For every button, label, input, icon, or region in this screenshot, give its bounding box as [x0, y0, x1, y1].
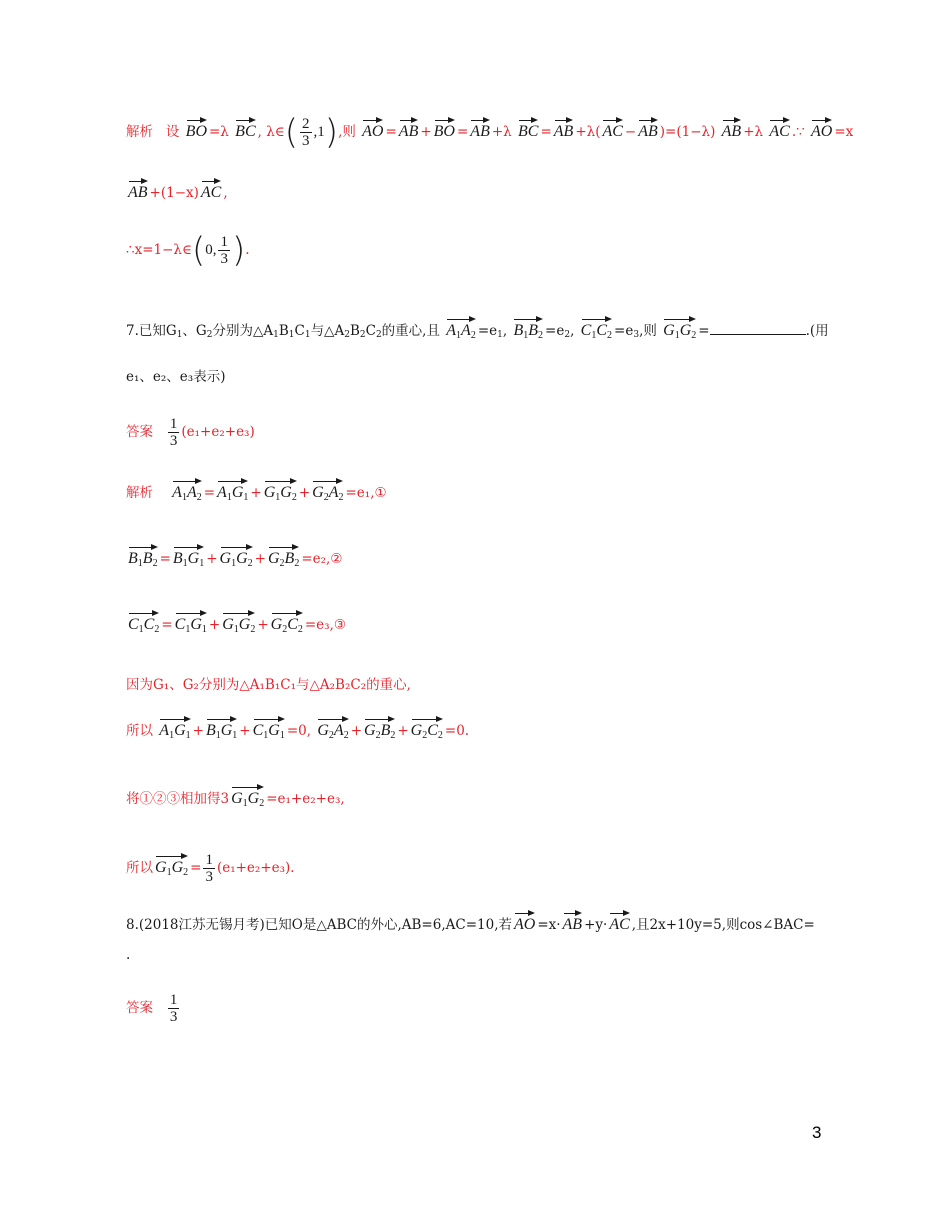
vector-ac: AC [602, 117, 622, 140]
vector-c1c2: $C_1C_2$ [581, 316, 612, 344]
vector-g2a2: $G_2A_2$ [317, 716, 348, 744]
text: 已知G [138, 323, 177, 339]
vector-g1g2: $G_1G_2$ [222, 610, 255, 638]
vector-g2b2: $G_2B_2$ [268, 544, 299, 572]
vector-ab: AB [399, 117, 419, 140]
text: ,且2x+10y=5,则cos∠BAC= [631, 917, 815, 933]
text: ∴x=1−λ∈ [126, 242, 192, 258]
vector-ac: AC [609, 910, 629, 933]
text: 所以 [126, 860, 153, 876]
text: =e₁+e₂+e₃, [266, 791, 345, 807]
vector-b1g1: $B_1G_1$ [206, 716, 237, 744]
text: +λ [743, 124, 764, 140]
q7-analysis-add [126, 784, 345, 812]
text: +λ( [575, 124, 601, 140]
vector-g2a2: $G_2A_2$ [312, 478, 343, 506]
numerator: 1 [220, 234, 228, 250]
math-one: 1 [317, 124, 325, 140]
text: )=(1−λ) [659, 124, 716, 140]
vector-a1a2: $A_1A_2$ [172, 478, 202, 506]
q7-answer [126, 416, 255, 449]
analysis-label: 解析 [126, 485, 153, 501]
numerator: 1 [205, 852, 213, 868]
vector-g1g2: $G_1G_2$ [220, 544, 253, 572]
text: . [245, 242, 250, 258]
vector-ac: AC [201, 178, 221, 201]
text: = [698, 323, 710, 339]
text: 与△A [310, 323, 345, 339]
text: , [502, 323, 508, 339]
vector-ao: AO [362, 117, 383, 140]
fraction [218, 234, 230, 267]
vector-g2c2: $G_2C_2$ [271, 610, 303, 638]
q6-analysis-line3: ∴x=1−λ∈(0, $\frac{1}{3}$ ). [126, 230, 250, 271]
vector-ab: AB [554, 117, 574, 140]
q8-question-line2: . [126, 947, 131, 963]
denominator: 3 [302, 133, 310, 149]
text: 将①②③相加得3 [126, 791, 230, 807]
vector-ab: AB [722, 117, 742, 140]
text: 所以 [126, 723, 153, 739]
text: =e₃,③ [304, 617, 346, 633]
fraction [168, 416, 180, 449]
text: +y· [584, 917, 608, 933]
vector-g1g2: $G_1G_2$ [155, 853, 188, 881]
q8-question-line1 [126, 910, 815, 936]
fraction [168, 992, 180, 1025]
text: =x· [537, 917, 561, 933]
text: = [456, 124, 469, 140]
q6-analysis-line2 [126, 178, 228, 204]
vector-ab: AB [128, 178, 148, 201]
text: =e [614, 323, 634, 339]
vector-ab: AB [638, 117, 658, 140]
q7-analysis-so: 所以 $A_1G_1 + B_1G_1 + C_1G_1 =0$, $G_2A_2 + G_2B_2 + G_2C_2 =0$. [126, 716, 469, 744]
denominator: 3 [205, 869, 213, 885]
text: 分别为△A [212, 323, 274, 339]
q7-analysis-row1: 解析 $A_1A_2 = A_1G_1 + G_1G_2 + G_2A_2$ =e₁,① [126, 478, 387, 506]
text: 设 [165, 124, 180, 140]
q6-analysis-line1: 解析 设 BO =λ BC , λ∈( $\frac{2}{3}$ ,1),则 AO = AB + BO = AB +λ BC = AB +λ( AC − AB )=(1−λ) AB +λ AC .∵ AO =x [126, 112, 854, 153]
analysis-label: 解析 [126, 124, 153, 140]
right-paren: ) [324, 112, 339, 153]
text: +λ [491, 124, 512, 140]
text: =e [477, 323, 498, 339]
answer-label: 答案 [126, 424, 153, 440]
text: =λ [209, 124, 229, 140]
question-number: 7. [126, 323, 139, 339]
text: 的重心,且 [381, 323, 440, 339]
q7-analysis-row2: $B_1B_2 = B_1G_1 + G_1G_2 + G_2B_2$ =e₂,② [126, 544, 342, 572]
vector-c1g1: $C_1G_1$ [253, 716, 285, 744]
vector-ab: AB [563, 910, 583, 933]
text: =0, [286, 723, 312, 739]
text: , [223, 185, 228, 201]
q7-question-line2: e₁、e₂、e₃表示) [126, 369, 226, 385]
numerator: 1 [169, 416, 178, 432]
text: = [540, 124, 552, 140]
vector-g1g2: $G_1G_2$ [231, 784, 264, 812]
left-paren: ( [191, 230, 206, 271]
denominator: 3 [169, 1009, 178, 1025]
vector-a1a2: $A_1A_2$ [446, 316, 476, 344]
text: C [294, 323, 305, 339]
text: =e [545, 323, 565, 339]
text: ,则 [639, 323, 657, 339]
math-zero: 0 [205, 242, 213, 258]
vector-bc: BC [235, 117, 255, 140]
text: − [624, 124, 637, 140]
text: =x [834, 124, 854, 140]
vector-ao: AO [514, 910, 535, 933]
text: =0. [444, 723, 470, 739]
vector-g2c2: $G_2C_2$ [411, 716, 443, 744]
answer-label: 答案 [126, 1000, 153, 1016]
vector-g1g2: $G_1G_2$ [663, 316, 696, 344]
text: ,则 [338, 124, 356, 140]
text: 、G [182, 323, 207, 339]
text: .∵ [791, 124, 805, 140]
numerator: 2 [302, 116, 310, 132]
q8-answer [126, 992, 181, 1025]
text: , [257, 124, 262, 140]
page-number: 3 [812, 1123, 822, 1142]
text: 8.(2018江苏无锡月考)已知O是△ABC的外心,AB=6,AC=10,若 [126, 917, 512, 933]
fraction [203, 852, 215, 885]
vector-c1c2: $C_1C_2$ [128, 610, 159, 638]
text: (e₁+e₂+e₃). [216, 860, 295, 876]
vector-bc: BC [518, 117, 538, 140]
right-paren: ) [231, 230, 246, 271]
left-paren: ( [284, 112, 299, 153]
text: B [278, 323, 289, 339]
denominator: 3 [169, 433, 178, 449]
q7-analysis-row3: $C_1C_2 = C_1G_1 + G_1G_2 + G_2C_2$ =e₃,③ [126, 610, 346, 638]
vector-b1b2: $B_1B_2$ [513, 316, 543, 344]
q7-analysis-final: 所以 $G_1G_2$ = $\frac{1}{3}$ (e₁+e₂+e₃). [126, 852, 295, 885]
vector-b1b2: $B_1B_2$ [128, 544, 158, 572]
vector-a1g1: $A_1G_1$ [159, 716, 190, 744]
text: +(1−x) [149, 185, 199, 201]
vector-b1g1: $B_1G_1$ [173, 544, 204, 572]
vector-a1g1: $A_1G_1$ [217, 478, 248, 506]
answer-expression: (e₁+e₂+e₃) [181, 424, 255, 440]
text: λ∈ [266, 124, 285, 140]
fraction [300, 116, 312, 149]
q7-analysis-because: 因为G₁、G₂分别为△A₁B₁C₁与△A₂B₂C₂的重心, [126, 677, 411, 693]
answer-blank[interactable] [710, 322, 806, 335]
text: = [385, 124, 397, 140]
vector-ab: AB [470, 117, 490, 140]
q7-question-line1: 7.已知$G_1$、$G_2$分别为$\triangle A_1B_1C_1$与$\triangle A_2B_2C_2$的重心,且 $A_1A_2 =e_1$, $B_1B_2 =e_2$, $C_1C_2 =e_3$,则 $G_1G_2$ = .(用 [126, 316, 829, 346]
denominator: 3 [220, 251, 228, 267]
vector-g1g2: $G_1G_2$ [264, 478, 297, 506]
text: =e₁,① [345, 485, 387, 501]
text: + [420, 124, 432, 140]
vector-c1g1: $C_1G_1$ [175, 610, 207, 638]
vector-ac: AC [769, 117, 789, 140]
vector-bo: BO [186, 117, 207, 140]
text: , [570, 323, 575, 339]
text: .(用 [805, 323, 829, 339]
text: =e₂,② [301, 551, 343, 567]
vector-bo: BO [434, 117, 455, 140]
numerator: 1 [169, 992, 178, 1008]
vector-g2b2: $G_2B_2$ [364, 716, 395, 744]
vector-ao: AO [811, 117, 832, 140]
